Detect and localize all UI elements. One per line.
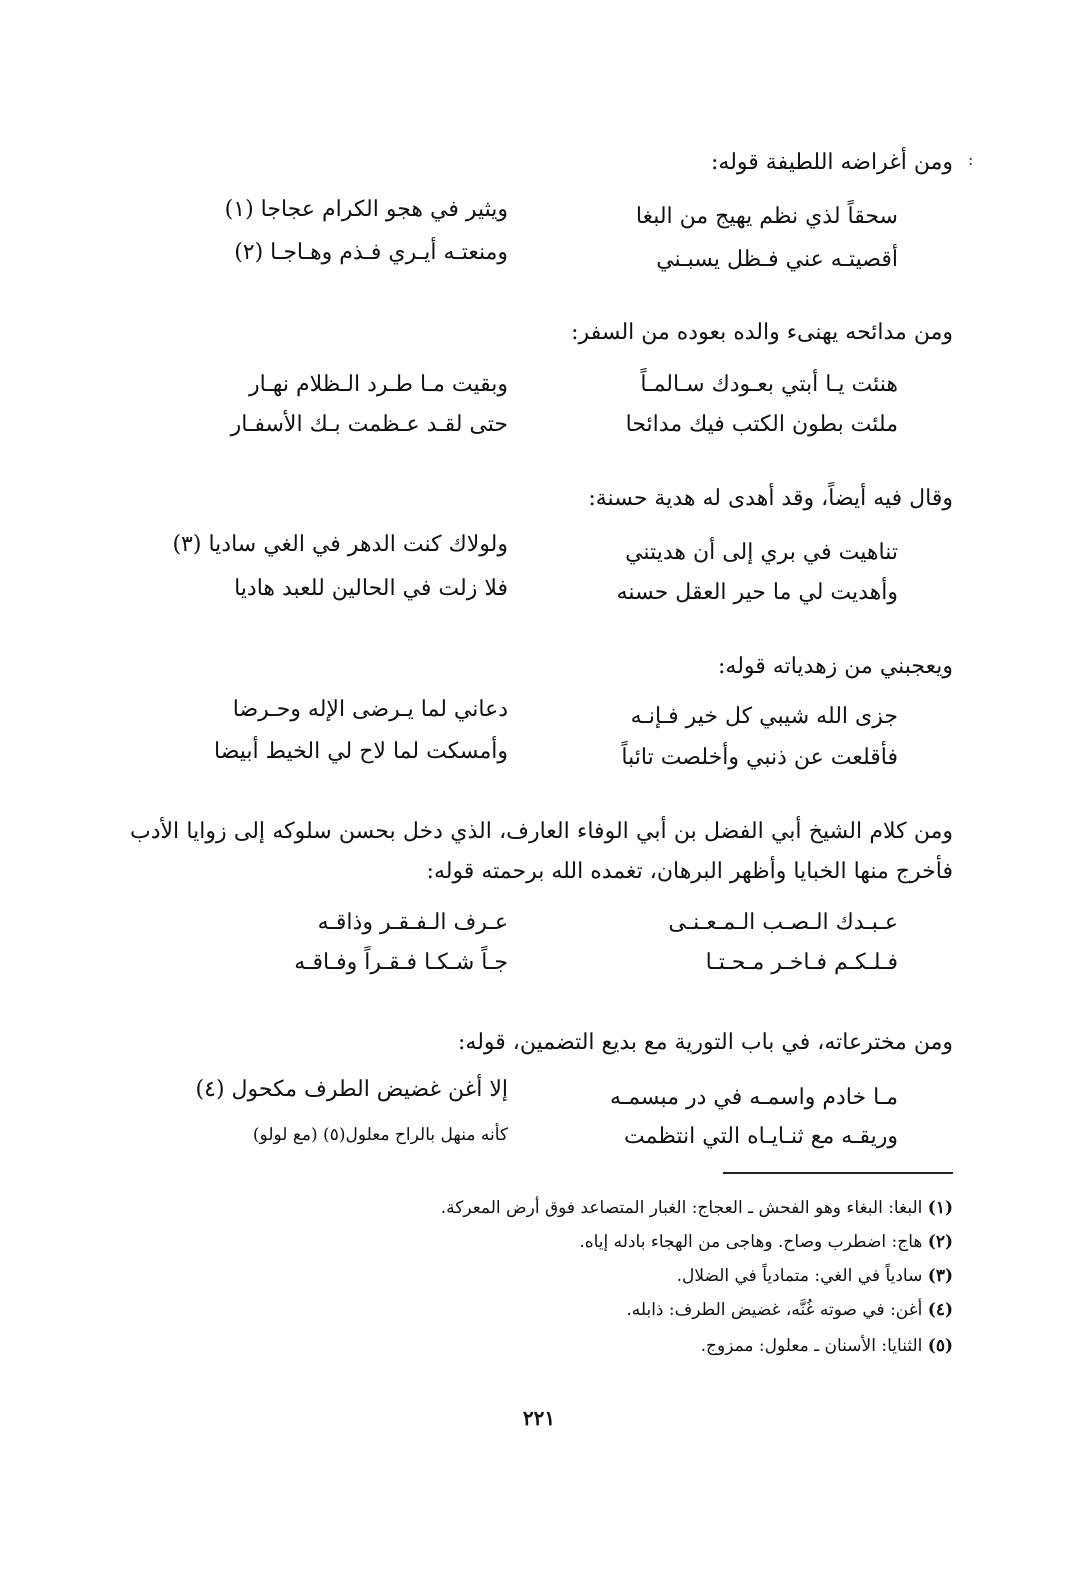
footnote (579, 1230, 953, 1254)
verse-hemistich-left: عـرف الـفـقـر وذاقـه (317, 910, 508, 935)
footnote-number: (٣) (927, 1266, 953, 1286)
footnote (441, 1196, 953, 1220)
verse-hemistich-right: جزى الله شيبي كل خير فـإنـه (630, 704, 898, 729)
section-heading: ويعجبني من زهدياته قوله: (718, 654, 953, 679)
verse-hemistich-right: ملئت بطون الكتب فيك مدائحا (625, 412, 898, 437)
section-heading: ومن أغراضه اللطيفة قوله: (711, 150, 953, 175)
verse-hemistich-right: وأهديت لي ما حير العقل حسنه (616, 580, 898, 605)
footnote (677, 1264, 953, 1288)
verse-hemistich-left: ولولاك كنت الدهر في الغي ساديا (٣) (172, 532, 508, 557)
verse-hemistich-right: مـا خادم واسمـه في در مبسمـه (609, 1085, 898, 1110)
section-heading: وقال فيه أيضاً، وقد أهدى له هدية حسنة: (588, 486, 953, 511)
verse-hemistich-left: ويثير في هجو الكرام عجاجا (١) (224, 197, 508, 222)
footnote-text: هاج: اضطرب وصاح. وهاجى من الهجاء بادله إياه. (579, 1232, 923, 1252)
footnote-number: (٤) (927, 1300, 953, 1320)
verse-hemistich-right: تناهيت في بري إلى أن هديتني (625, 540, 898, 565)
verse-hemistich-right: سحقاً لذي نظم يهيج من البغا (635, 204, 898, 229)
verse-hemistich-right: فـلـكـم فـاخـر مـحـتـا (705, 950, 898, 975)
footnote (701, 1334, 953, 1358)
verse-hemistich-right: أقصيتـه عني فـظل يسبـني (656, 247, 898, 272)
verse-hemistich-left: حتى لقـد عـظمت بـك الأسفـار (230, 412, 508, 437)
footnote (626, 1298, 953, 1322)
verse-hemistich-right: هنئت يـا أبتي بعـودك سـالمـاً (640, 372, 898, 397)
verse-hemistich-left: جـاً شـكـا فـقـراً وفـاقـه (294, 950, 508, 975)
verse-hemistich-left: دعاني لما يـرضى الإله وحـرضا (232, 697, 508, 722)
footnote-text: سادياً في الغي: متمادياً في الضلال. (676, 1266, 923, 1286)
verse-hemistich-left: إلا أغن غضيض الطرف مكحول (٤) (195, 1077, 508, 1102)
verse-hemistich-left: فلا زلت في الحالين للعبد هاديا (234, 576, 508, 601)
footnote-number: (١) (927, 1198, 953, 1218)
footnote-text: البغا: البغاء وهو الفحش ـ العجاج: الغبار المتصاعد فوق أرض المعركة. (440, 1198, 923, 1218)
section-heading: ومن مخترعاته، في باب التورية مع بديع التضمين، قوله: (458, 1030, 953, 1055)
page-number: ٢٢١ (522, 1406, 556, 1430)
footnote-divider (723, 1172, 953, 1174)
footnote-number: (٥) (927, 1336, 953, 1356)
footnote-text: أغن: في صوته غُنَّه، غضيض الطرف: ذابله. (626, 1300, 923, 1320)
verse-hemistich-left: ومنعتـه أيـري فـذم وهـاجـا (٢) (234, 240, 508, 265)
verse-hemistich-left: وبقيت مـا طـرد الـظلام نهـار (248, 372, 508, 397)
verse-hemistich-left: كأنه منهل بالراح معلول(٥) (مع لولو) (252, 1125, 508, 1145)
verse-hemistich-right: فأقلعت عن ذنبي وأخلصت تائباً (621, 745, 898, 770)
verse-hemistich-right: عـبـدك الـصـب الـمـعـنـى (668, 910, 898, 935)
margin-mark: : (968, 150, 974, 169)
footnote-number: (٢) (927, 1232, 953, 1252)
verse-hemistich-right: وريقـه مع ثنـايـاه التي انتظمت (624, 1124, 898, 1149)
verse-hemistich-left: وأمسكت لما لاح لي الخيط أبيضا (214, 739, 508, 764)
footnote-text: الثنايا: الأسنان ـ معلول: ممزوج. (700, 1336, 923, 1356)
section-heading: ومن مدائحه يهنىء والده بعوده من السفر: (571, 320, 953, 345)
prose-paragraph: ومن كلام الشيخ أبي الفضل بن أبي الوفاء العارف، الذي دخل بحسن سلوكه إلى زوايا الأدب فأخرج منها الخبايا وأظهر البرهان، تغمده الله برحمته قوله: (130, 819, 953, 884)
